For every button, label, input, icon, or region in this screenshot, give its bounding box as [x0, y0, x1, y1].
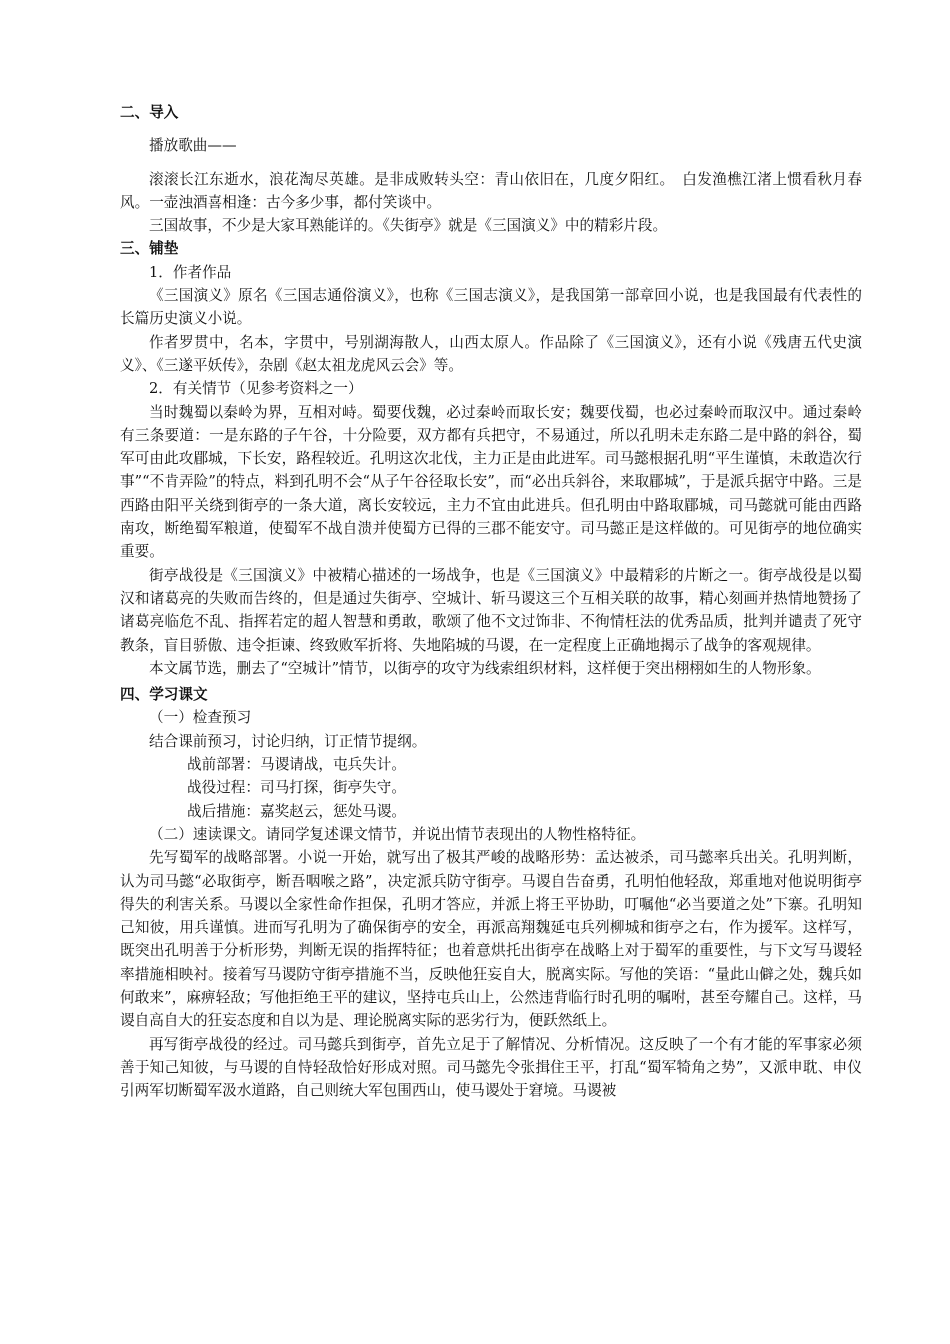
section-heading-background: 三、铺垫 [120, 240, 179, 258]
subheading-speed-reading: （二）速读课文。请同学复述课文情节，并说出情节表现出的人物性格特征。 [149, 825, 646, 843]
outline-item: 战前部署：马谡请战，屯兵失计。 [187, 756, 406, 774]
paragraph-battle-process: 再写街亭战役的经过。司马懿兵到街亭，首先立足于了解情况、分析情况。这反映了一个有才能的军事家必须善于知己知彼，与马谡的自恃轻敌恰好形成对照。司马懿先令张揖住王平，打乱“蜀军犄角之势”，又派申耽、申仪引两军切断蜀军汲水道路，自己则统大军包围西山，使马谡处于窘境。马谡被 [120, 1035, 862, 1100]
outline-item: 战役过程：司马打探，街亭失守。 [187, 779, 406, 797]
paragraph-romance-intro: 《三国演义》原名《三国志通俗演义》，也称《三国志演义》，是我国第一部章回小说，也是我国最有代表性的长篇历史演义小说。 [120, 287, 862, 328]
section-heading-intro: 二、导入 [120, 104, 179, 121]
song-intro-line: 播放歌曲—— [149, 137, 237, 155]
intro-note-paragraph: 三国故事，不少是大家耳熟能详的。《失街亭》就是《三国演义》中的精彩片段。 [149, 217, 668, 235]
subheading-author-works: 1．作者作品 [149, 263, 232, 281]
subheading-preview-check: （一）检查预习 [149, 709, 252, 727]
paragraph-jieting-battle: 街亭战役是《三国演义》中被精心描述的一场战争，也是《三国演义》中最精彩的片断之一。街亭战役是以蜀汉和诸葛亮的失败而告终的，但是通过失街亭、空城计、斩马谡这三个互相关联的故事，精心刻画并热情地赞扬了诸葛亮临危不乱、指挥若定的超人智慧和勇敢，歌颂了他不文过饰非、不徇情枉法的优秀品质，批判并谴责了死守教条，盲目骄傲、违令拒谏、终致败军折将、失地陷城的马谡，在一定程度上正确地揭示了战争的客观规律。 [120, 566, 862, 654]
song-lyrics-paragraph: 滚滚长江东逝水，浪花淘尽英雄。是非成败转头空：青山依旧在，几度夕阳红。 白发渔樵江渚上惯看秋月春风。一壶浊酒喜相逢：古今多少事，都付笑谈中。 [120, 170, 862, 211]
subheading-related-plot: 2．有关情节（见参考资料之一） [149, 380, 363, 398]
paragraph-author-bio: 作者罗贯中，名本，字贯中，号别湖海散人，山西太原人。作品除了《三国演义》，还有小说《残唐五代史演义》、《三遂平妖传》，杂剧《赵太祖龙虎风云会》等。 [120, 333, 862, 374]
section-heading-study: 四、学习课文 [120, 686, 208, 704]
paragraph-qinling-routes: 当时魏蜀以秦岭为界，互相对峙。蜀要伐魏，必过秦岭而取长安；魏要伐蜀，也必过秦岭而取汉中。通过秦岭有三条要道：一是东路的子午谷，十分险要，双方都有兵把守，不易通过，所以孔明未走东路二是中路的斜谷，蜀军可由此攻郿城，下长安，路程较近。孔明这次北伐，主力正是由此进军。司马懿根据孔明“平生谨慎，未敢造次行事”“不肯弄险”的特点，料到孔明不会“从子午谷径取长安”，而“必出兵斜谷，来取郿城”，于是派兵据守中路。三是西路由阳平关绕到街亭的一条大道，离长安较远，主力不宜由此进兵。但孔明由中路取郿城，司马懿就可能由西路南攻，断绝蜀军粮道，使蜀军不战自溃并使蜀方已得的三郡不能安守。司马懿正是这样做的。可见街亭的地位确实重要。 [120, 403, 862, 561]
paragraph-excerpt-note: 本文属节选，删去了“空城计”情节，以街亭的攻守为线索组织材料，这样便于突出栩栩如生的人物形象。 [149, 659, 821, 677]
outline-item: 战后措施：嘉奖赵云，惩处马谡。 [187, 802, 406, 820]
paragraph-discussion: 结合课前预习，讨论归纳，订正情节提纲。 [149, 732, 427, 750]
paragraph-strategic-deployment: 先写蜀军的战略部署。小说一开始，就写出了极其严峻的战略形势：孟达被杀，司马懿率兵出关。孔明判断，认为司马懿“必取街亭，断吾咽喉之路”，决定派兵防守街亭。马谡自告奋勇，孔明怕他轻敌，郑重地对他说明街亭得失的利害关系。马谡以全家性命作担保，孔明才答应，并派上将王平协助，叮嘱他“必当要道之处”下寨。孔明知己知彼，用兵谨慎。进而写孔明为了确保街亭的安全，再派高翔魏延屯兵列柳城和街亭之右，作为援军。这样写，既突出孔明善于分析形势，判断无误的指挥特征；也着意烘托出街亭在战略上对于蜀军的重要性，与下文写马谡轻率措施相映衬。接着写马谡防守街亭措施不当，反映他狂妄自大，脱离实际。写他的笑语：“量此山僻之处，魏兵如何敢来”，麻痹轻敌；写他拒绝王平的建议，坚持屯兵山上，公然违背临行时孔明的嘱咐，甚至夸耀自己。这样，马谡自高自大的狂妄态度和自以为是、理论脱离实际的恶劣行为，便跃然纸上。 [120, 849, 862, 1030]
document-body [120, 101, 862, 1102]
